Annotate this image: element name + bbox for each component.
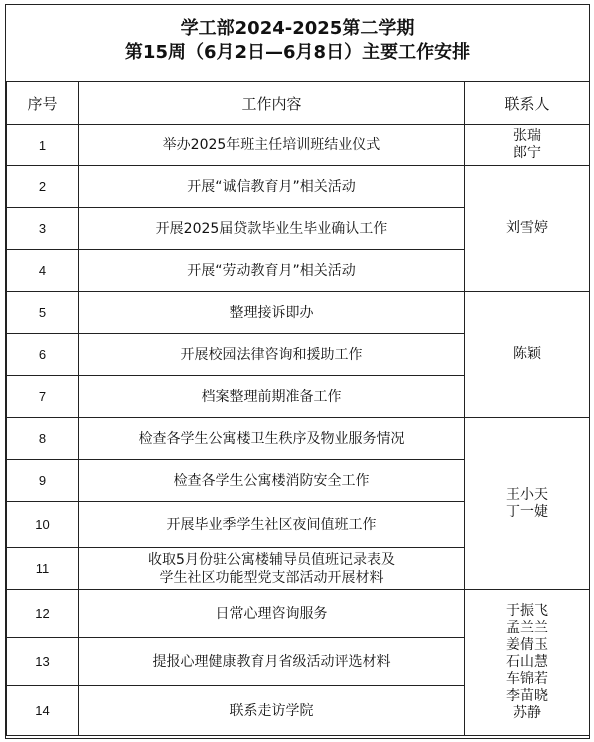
row-number: 13 bbox=[7, 638, 79, 686]
contact-name: 丁一婕 bbox=[506, 503, 548, 520]
work-content: 开展毕业季学生社区夜间值班工作 bbox=[79, 502, 465, 548]
work-content: 举办2025年班主任培训班结业仪式 bbox=[79, 125, 465, 166]
row-number: 12 bbox=[7, 590, 79, 638]
work-content: 联系走访学院 bbox=[79, 686, 465, 736]
title-line-1: 学工部2024-2025第二学期 bbox=[180, 18, 415, 39]
contact-cell bbox=[465, 590, 590, 736]
contact-name: 车锦若 bbox=[506, 671, 548, 687]
contact-name: 于振飞 bbox=[506, 603, 548, 619]
row-number: 11 bbox=[7, 548, 79, 590]
work-content: 开展校园法律咨询和援助工作 bbox=[79, 334, 465, 376]
row-number: 3 bbox=[7, 208, 79, 250]
contact-name: 郎宁 bbox=[513, 145, 541, 161]
header-row bbox=[7, 82, 590, 125]
contact-name: 孟兰兰 bbox=[506, 620, 548, 636]
header-no: 序号 bbox=[7, 82, 79, 125]
table-row bbox=[7, 590, 590, 638]
contact-name: 石山慧 bbox=[506, 654, 548, 670]
contact-cell bbox=[465, 292, 590, 418]
row-number: 2 bbox=[7, 166, 79, 208]
contact-cell bbox=[465, 166, 590, 292]
table-row bbox=[7, 418, 590, 460]
work-content: 检查各学生公寓楼消防安全工作 bbox=[79, 460, 465, 502]
work-content: 日常心理咨询服务 bbox=[79, 590, 465, 638]
sheet-title bbox=[6, 5, 589, 81]
table-row bbox=[7, 292, 590, 334]
contact-name: 李苗晓 bbox=[506, 688, 548, 704]
row-number: 8 bbox=[7, 418, 79, 460]
schedule-sheet bbox=[5, 4, 590, 739]
row-number: 10 bbox=[7, 502, 79, 548]
contact-name: 苏静 bbox=[513, 705, 541, 721]
work-content: 开展“劳动教育月”相关活动 bbox=[79, 250, 465, 292]
work-content: 开展2025届贷款毕业生毕业确认工作 bbox=[79, 208, 465, 250]
work-content: 档案整理前期准备工作 bbox=[79, 376, 465, 418]
title-line-2: 第15周（6月2日—6月8日）主要工作安排 bbox=[124, 42, 471, 63]
row-number: 9 bbox=[7, 460, 79, 502]
row-number: 14 bbox=[7, 686, 79, 736]
work-content bbox=[79, 548, 465, 590]
contact-name: 王小天 bbox=[506, 486, 548, 503]
work-content-line: 收取5月份驻公寓楼辅导员值班记录表及 bbox=[148, 551, 395, 568]
work-content-line: 学生社区功能型党支部活动开展材料 bbox=[159, 569, 384, 586]
work-content: 整理接诉即办 bbox=[79, 292, 465, 334]
row-number: 7 bbox=[7, 376, 79, 418]
contact-cell bbox=[465, 125, 590, 166]
row-number: 5 bbox=[7, 292, 79, 334]
work-content: 提报心理健康教育月省级活动评选材料 bbox=[79, 638, 465, 686]
work-content: 开展“诚信教育月”相关活动 bbox=[79, 166, 465, 208]
contact-name: 陈颖 bbox=[513, 346, 541, 362]
table-row bbox=[7, 166, 590, 208]
contact-cell bbox=[465, 418, 590, 590]
header-contact: 联系人 bbox=[465, 82, 590, 125]
header-content: 工作内容 bbox=[79, 82, 465, 125]
schedule-table bbox=[6, 81, 590, 736]
contact-name: 张瑞 bbox=[513, 128, 541, 144]
row-number: 1 bbox=[7, 125, 79, 166]
row-number: 4 bbox=[7, 250, 79, 292]
work-content: 检查各学生公寓楼卫生秩序及物业服务情况 bbox=[79, 418, 465, 460]
table-row bbox=[7, 125, 590, 166]
contact-name: 姜倩玉 bbox=[506, 637, 548, 653]
contact-name: 刘雪婷 bbox=[506, 220, 548, 236]
row-number: 6 bbox=[7, 334, 79, 376]
